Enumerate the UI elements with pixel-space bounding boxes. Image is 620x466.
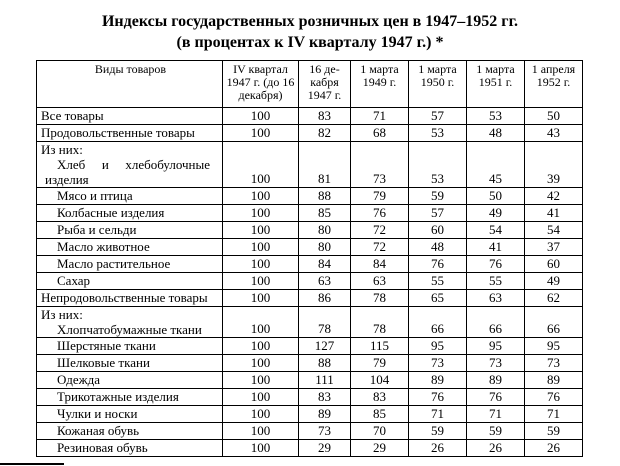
cell-value: 59	[409, 423, 467, 440]
col-header-q4-1947: IV квартал 1947 г. (до 16 декабря)	[223, 61, 299, 108]
table-row	[37, 256, 583, 273]
cell-value: 37	[525, 239, 583, 256]
cell-value: 81	[299, 142, 351, 188]
table-row	[37, 307, 583, 338]
cell-value: 78	[351, 307, 409, 338]
cell-value: 26	[409, 440, 467, 457]
table-row	[37, 372, 583, 389]
cell-value: 41	[525, 205, 583, 222]
table-row	[37, 222, 583, 239]
cell-value: 78	[351, 290, 409, 307]
cell-value: 104	[351, 372, 409, 389]
cell-value: 73	[467, 355, 525, 372]
bread-word-2: и	[101, 157, 109, 172]
row-label: Непродовольственные товары	[37, 290, 223, 307]
cell-value: 100	[223, 239, 299, 256]
row-label: Резиновая обувь	[37, 440, 223, 457]
cell-value: 100	[223, 256, 299, 273]
col-header-dec16-1947: 16 де-кабря 1947 г.	[299, 61, 351, 108]
table-row	[37, 423, 583, 440]
cell-value: 76	[467, 389, 525, 406]
cell-value: 62	[525, 290, 583, 307]
cell-value: 43	[525, 125, 583, 142]
row-label: Рыба и сельди	[37, 222, 223, 239]
bread-word-1: Хлеб	[57, 157, 86, 172]
cell-value: 66	[525, 307, 583, 338]
cell-value: 54	[525, 222, 583, 239]
row-label-cotton	[37, 307, 223, 338]
table-row	[37, 108, 583, 125]
cell-value: 100	[223, 125, 299, 142]
row-label: Продовольственные товары	[37, 125, 223, 142]
cell-value: 80	[299, 239, 351, 256]
cell-value: 76	[409, 256, 467, 273]
cell-value: 84	[299, 256, 351, 273]
col-header-mar1-1950: 1 марта 1950 г.	[409, 61, 467, 108]
cell-value: 100	[223, 389, 299, 406]
cell-value: 89	[467, 372, 525, 389]
table-row	[37, 125, 583, 142]
table-row	[37, 338, 583, 355]
table-row	[37, 440, 583, 457]
cell-value: 80	[299, 222, 351, 239]
price-index-table	[36, 60, 583, 457]
table-row	[37, 188, 583, 205]
table-row	[37, 205, 583, 222]
cell-value: 50	[467, 188, 525, 205]
cell-value: 73	[409, 355, 467, 372]
cell-value: 76	[351, 205, 409, 222]
row-label: Колбасные изделия	[37, 205, 223, 222]
row-label: Мясо и птица	[37, 188, 223, 205]
cell-value: 53	[409, 125, 467, 142]
cell-value: 66	[409, 307, 467, 338]
cell-value: 55	[467, 273, 525, 290]
header-row	[37, 61, 583, 108]
cell-value: 71	[525, 406, 583, 423]
table-row	[37, 355, 583, 372]
cell-value: 54	[467, 222, 525, 239]
cell-value: 73	[299, 423, 351, 440]
cell-value: 29	[351, 440, 409, 457]
cell-value: 71	[467, 406, 525, 423]
row-label: Сахар	[37, 273, 223, 290]
cell-value: 41	[467, 239, 525, 256]
table-row	[37, 406, 583, 423]
row-label: Все товары	[37, 108, 223, 125]
cell-value: 29	[299, 440, 351, 457]
cell-value: 100	[223, 108, 299, 125]
cell-value: 85	[351, 406, 409, 423]
cell-value: 72	[351, 239, 409, 256]
cell-value: 60	[525, 256, 583, 273]
cell-value: 100	[223, 188, 299, 205]
cell-value: 88	[299, 188, 351, 205]
cell-value: 100	[223, 372, 299, 389]
cell-value: 57	[409, 108, 467, 125]
row-label-bread	[37, 142, 223, 188]
cell-value: 73	[525, 355, 583, 372]
cell-value: 83	[299, 389, 351, 406]
row-label: Масло животное	[37, 239, 223, 256]
cell-value: 50	[525, 108, 583, 125]
cell-value: 71	[409, 406, 467, 423]
bread-word-3: хлебобулочные	[125, 157, 210, 172]
of-which-label: Из них:	[41, 307, 83, 322]
table-row	[37, 273, 583, 290]
cell-value: 76	[467, 256, 525, 273]
cell-value: 63	[467, 290, 525, 307]
cell-value: 89	[299, 406, 351, 423]
cell-value: 88	[299, 355, 351, 372]
cell-value: 53	[467, 108, 525, 125]
cell-value: 60	[409, 222, 467, 239]
cell-value: 100	[223, 406, 299, 423]
row-label: Шелковые ткани	[37, 355, 223, 372]
cell-value: 48	[409, 239, 467, 256]
cell-value: 86	[299, 290, 351, 307]
cell-value: 115	[351, 338, 409, 355]
cell-value: 95	[525, 338, 583, 355]
table-row	[37, 142, 583, 188]
cell-value: 48	[467, 125, 525, 142]
table-row	[37, 239, 583, 256]
cell-value: 49	[467, 205, 525, 222]
cell-value: 57	[409, 205, 467, 222]
cell-value: 78	[299, 307, 351, 338]
cell-value: 66	[467, 307, 525, 338]
cell-value: 68	[351, 125, 409, 142]
cell-value: 76	[409, 389, 467, 406]
cell-value: 100	[223, 338, 299, 355]
cell-value: 26	[525, 440, 583, 457]
cell-value: 76	[525, 389, 583, 406]
cell-value: 100	[223, 273, 299, 290]
cell-value: 63	[299, 273, 351, 290]
cell-value: 39	[525, 142, 583, 188]
cell-value: 26	[467, 440, 525, 457]
row-label: Одежда	[37, 372, 223, 389]
row-label: Трикотажные изделия	[37, 389, 223, 406]
cell-value: 55	[409, 273, 467, 290]
row-label: Шерстяные ткани	[37, 338, 223, 355]
cell-value: 59	[409, 188, 467, 205]
table-title-line2: (в процентах к IV кварталу 1947 г.) *	[176, 34, 444, 51]
col-header-mar1-1951: 1 марта 1951 г.	[467, 61, 525, 108]
cell-value: 95	[467, 338, 525, 355]
cell-value: 100	[223, 142, 299, 188]
cell-value: 111	[299, 372, 351, 389]
cell-value: 89	[525, 372, 583, 389]
cell-value: 85	[299, 205, 351, 222]
bread-line-2: изделия	[45, 172, 89, 187]
cell-value: 53	[409, 142, 467, 188]
col-header-mar1-1949: 1 марта 1949 г.	[351, 61, 409, 108]
cell-value: 89	[409, 372, 467, 389]
cell-value: 100	[223, 290, 299, 307]
table-row	[37, 389, 583, 406]
cell-value: 73	[351, 142, 409, 188]
cell-value: 83	[299, 108, 351, 125]
cell-value: 71	[351, 108, 409, 125]
cell-value: 100	[223, 423, 299, 440]
cell-value: 79	[351, 355, 409, 372]
cell-value: 72	[351, 222, 409, 239]
cell-value: 63	[351, 273, 409, 290]
cell-value: 79	[351, 188, 409, 205]
cotton-label: Хлопчатобумажные ткани	[57, 322, 202, 337]
footnote-rule	[0, 463, 64, 465]
cell-value: 100	[223, 355, 299, 372]
cell-value: 83	[351, 389, 409, 406]
cell-value: 100	[223, 307, 299, 338]
of-which-label: Из них:	[41, 142, 83, 157]
cell-value: 100	[223, 222, 299, 239]
cell-value: 100	[223, 440, 299, 457]
cell-value: 82	[299, 125, 351, 142]
cell-value: 45	[467, 142, 525, 188]
cell-value: 127	[299, 338, 351, 355]
table-title-line1: Индексы государственных розничных цен в 1947–1952 гг.	[101, 13, 519, 30]
row-label: Масло растительное	[37, 256, 223, 273]
row-label: Чулки и носки	[37, 406, 223, 423]
row-label: Кожаная обувь	[37, 423, 223, 440]
cell-value: 84	[351, 256, 409, 273]
col-header-goods: Виды товаров	[37, 61, 223, 108]
cell-value: 65	[409, 290, 467, 307]
cell-value: 42	[525, 188, 583, 205]
col-header-apr1-1952: 1 апреля 1952 г.	[525, 61, 583, 108]
table-row	[37, 290, 583, 307]
cell-value: 95	[409, 338, 467, 355]
cell-value: 59	[525, 423, 583, 440]
cell-value: 49	[525, 273, 583, 290]
cell-value: 59	[467, 423, 525, 440]
cell-value: 100	[223, 205, 299, 222]
cell-value: 70	[351, 423, 409, 440]
